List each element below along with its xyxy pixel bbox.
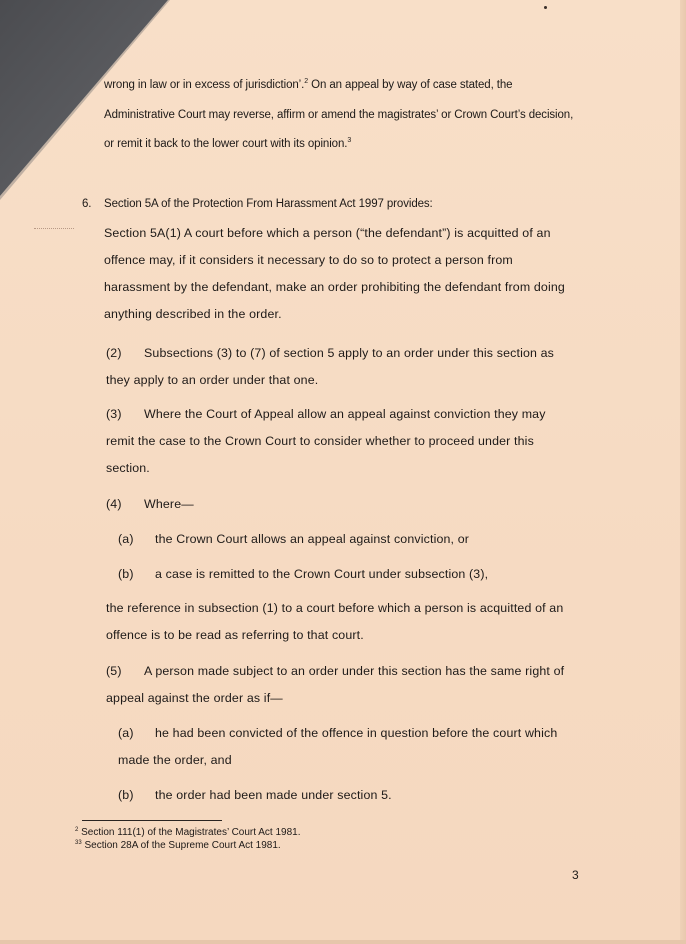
s4a-number: (a) (118, 532, 134, 546)
page-number: 3 (572, 868, 579, 882)
s5-line-2: appeal against the order as if— (106, 691, 283, 705)
s3-line-2: remit the case to the Crown Court to consider whether to proceed under this (106, 434, 534, 448)
s5a-number: (a) (118, 726, 134, 740)
s1-line-3: harassment by the defendant, make an order prohibiting the defendant from doing (104, 280, 565, 294)
s4-line-1: Where— (144, 497, 194, 511)
s4a-text: the Crown Court allows an appeal against conviction, or (155, 532, 470, 546)
s5a-line-2: made the order, and (118, 753, 232, 767)
s2-number: (2) (106, 346, 122, 360)
footnote-separator (82, 820, 222, 821)
para-heading: Section 5A of the Protection From Harassment Act 1997 provides: (104, 198, 433, 210)
footnote-2: $^2$ Section 111(1) of the Magistrates’ Court Act 1981. (75, 827, 301, 838)
intro-line-2: Administrative Court may reverse, affirm or amend the magistrates’ or Crown Court’s decision, (104, 109, 574, 121)
s5b-number: (b) (118, 788, 134, 802)
footnote-ref-3: 3 (347, 137, 352, 144)
s4-after-line-2: offence is to be read as referring to that court. (106, 628, 364, 642)
intro-line-1: wrong in law or in excess of jurisdiction’.$^2$ On an appeal by way of case stated, the (104, 78, 513, 91)
s3-line-1: Where the Court of Appeal allow an appeal against conviction they may (144, 407, 546, 421)
scan-edge-bottom (0, 940, 686, 944)
margin-mark (34, 228, 74, 231)
s4-after-line-1: the reference in subsection (1) to a court before which a person is acquitted of an (106, 601, 564, 615)
footnote-ref-2: 2 (304, 78, 309, 85)
s1-line-4: anything described in the order. (104, 307, 282, 321)
para-number: 6. (82, 198, 92, 210)
s1-line-1: Section 5A(1) A court before which a person (“the defendant”) is acquitted of an (104, 226, 551, 240)
folded-corner-shadow (0, 0, 170, 200)
s4-number: (4) (106, 497, 122, 511)
s4b-number: (b) (118, 567, 134, 581)
s5b-text: the order had been made under section 5. (155, 788, 392, 802)
s5-number: (5) (106, 664, 122, 678)
scan-speck (544, 6, 547, 9)
s1-line-2: offence may, if it considers it necessary to do so to protect a person from (104, 253, 513, 267)
s2-line-2: they apply to an order under that one. (106, 373, 319, 387)
s2-line-1: Subsections (3) to (7) of section 5 apply to an order under this section as (144, 346, 555, 360)
s5a-line-1: he had been convicted of the offence in question before the court which (155, 726, 558, 740)
footnote-3: $^{33}$ Section 28A of the Supreme Court Act 1981. (75, 840, 281, 851)
s5-line-1: A person made subject to an order under this section has the same right of (144, 664, 565, 678)
s4b-text: a case is remitted to the Crown Court under subsection (3), (155, 567, 489, 581)
intro-line-3: or remit it back to the lower court with its opinion.$^3$ (104, 137, 352, 150)
s3-number: (3) (106, 407, 122, 421)
scan-edge-right (680, 0, 686, 944)
s3-line-3: section. (106, 461, 150, 475)
